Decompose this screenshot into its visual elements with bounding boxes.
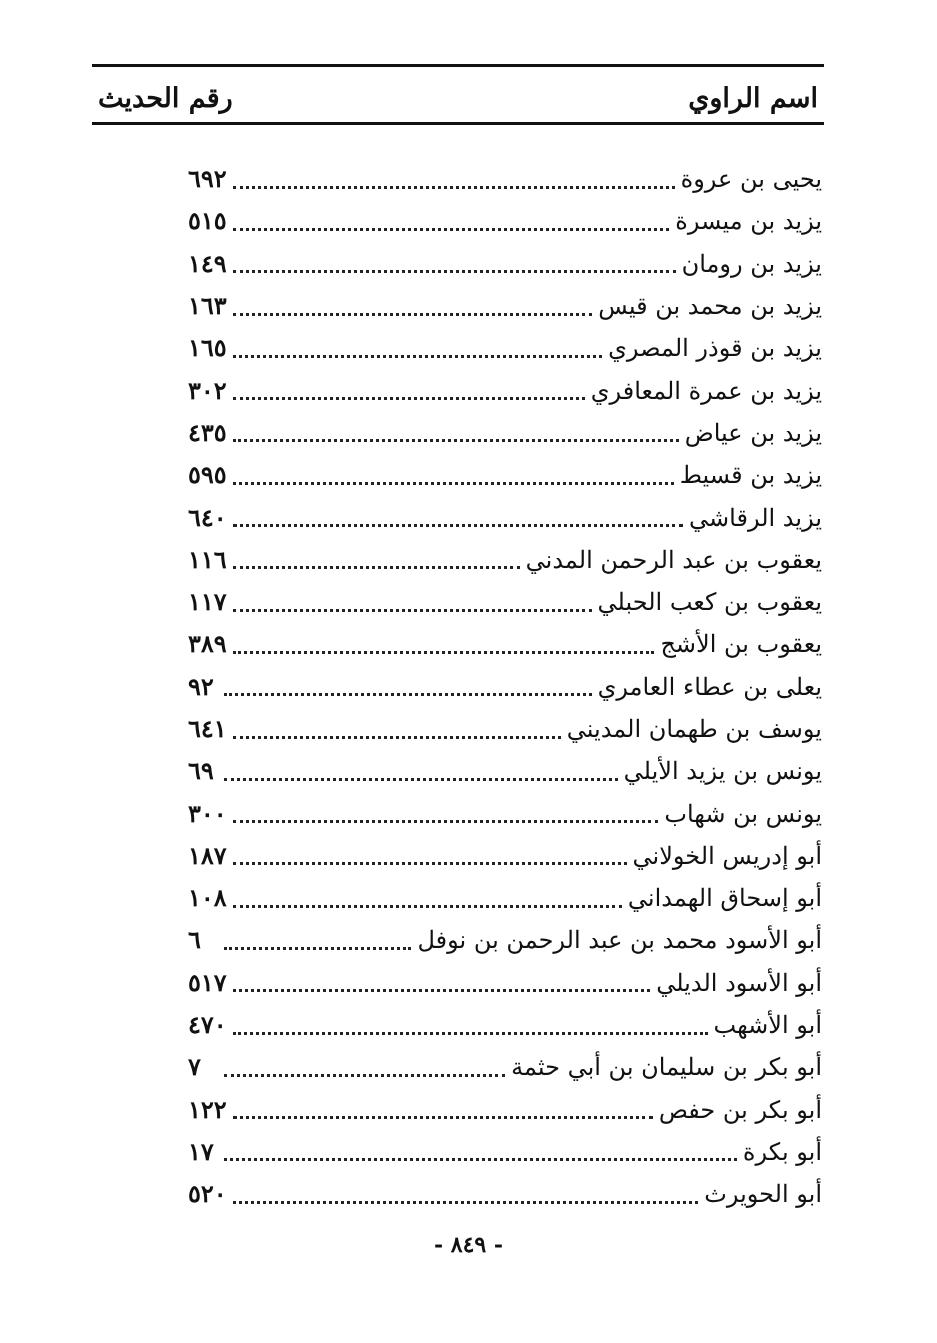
hadith-number: ٦٩ [188, 756, 214, 786]
hadith-number: ١١٧ [188, 587, 227, 617]
narrator-name: يزيد بن عياض [684, 418, 822, 447]
index-entry [188, 962, 822, 1004]
index-entry [188, 877, 822, 919]
dot-leader [233, 524, 683, 527]
header-top-rule [92, 64, 824, 67]
dot-leader [233, 186, 675, 189]
hadith-number: ١٨٧ [188, 840, 227, 870]
narrator-name: أبو إدريس الخولاني [632, 841, 822, 870]
narrator-name: يونس بن يزيد الأيلي [623, 757, 822, 786]
narrator-name: يعقوب بن عبد الرحمن المدني [525, 545, 822, 574]
dot-leader [233, 862, 627, 865]
index-entry [188, 1004, 822, 1046]
index-entry [188, 412, 822, 454]
index-entry [188, 708, 822, 750]
dot-leader [233, 397, 585, 400]
index-entry [188, 200, 822, 242]
dot-leader [224, 947, 411, 950]
index-entry [188, 1089, 822, 1131]
hadith-number: ٥٢٠ [188, 1179, 227, 1209]
hadith-number: ٤٧٠ [188, 1010, 227, 1040]
narrator-name: يعلى بن عطاء العامري [597, 672, 822, 701]
index-entry [188, 243, 822, 285]
narrator-name: أبو إسحاق الهمداني [627, 884, 822, 913]
dot-leader [233, 439, 679, 442]
narrator-name: يحيى بن عروة [680, 165, 822, 194]
narrator-name: أبو بكرة [742, 1137, 822, 1166]
narrator-name: يعقوب بن الأشج [660, 630, 822, 659]
dot-leader [233, 820, 659, 823]
index-entry [188, 1131, 822, 1173]
hadith-number: ٥١٧ [188, 967, 227, 997]
narrator-name: أبو بكر بن حفص [658, 1095, 822, 1124]
hadith-number-column-heading: رقم الحديث [98, 82, 233, 114]
dot-leader [224, 693, 592, 696]
dot-leader [224, 778, 618, 781]
hadith-number: ١٦٣ [188, 291, 227, 321]
narrator-name: يزيد بن رومان [681, 249, 822, 278]
index-entry [188, 369, 822, 411]
hadith-number: ٥٩٥ [188, 460, 227, 490]
dot-leader [233, 609, 592, 612]
narrator-name: يزيد بن ميسرة [675, 207, 822, 236]
narrator-name: يعقوب بن كعب الحبلي [597, 588, 822, 617]
index-entry [188, 327, 822, 369]
hadith-number: ٦٤١ [188, 714, 227, 743]
narrator-name: أبو الحويرث [704, 1180, 822, 1209]
hadith-number: ٦٤٠ [188, 502, 227, 532]
narrator-name: يوسف بن طهمان المديني [566, 715, 822, 743]
page-number: - ٨٤٩ - [433, 1232, 504, 1258]
hadith-number: ٤٣٥ [188, 417, 227, 447]
header-bottom-rule [92, 122, 824, 125]
index-entry [188, 666, 822, 708]
hadith-number: ١١٦ [188, 544, 227, 574]
dot-leader [233, 905, 622, 908]
dot-leader [233, 313, 593, 316]
hadith-number: ١٠٨ [188, 883, 227, 913]
index-entry [188, 158, 822, 200]
narrator-name: أبو بكر بن سليمان بن أبي حثمة [511, 1053, 822, 1082]
index-entry [188, 919, 822, 961]
hadith-number: ١٢٢ [188, 1094, 227, 1124]
index-entry [188, 835, 822, 877]
narrator-name: يزيد بن محمد بن قيس [598, 292, 822, 321]
dot-leader [233, 1201, 699, 1204]
dot-leader [233, 1116, 653, 1119]
index-entry [188, 1046, 822, 1088]
dot-leader [233, 482, 674, 485]
narrator-name: أبو الأشهب [713, 1011, 822, 1040]
index-entry [188, 539, 822, 581]
hadith-number: ٣٠٢ [188, 375, 227, 405]
dot-leader [233, 270, 676, 273]
dot-leader [233, 736, 561, 739]
narrator-index-list [188, 158, 822, 1215]
index-entry [188, 454, 822, 496]
narrator-column-heading: اسم الراوي [688, 82, 818, 114]
index-entry [188, 1173, 822, 1215]
dot-leader [224, 1074, 505, 1077]
narrator-name: يونس بن شهاب [664, 799, 822, 828]
dot-leader [233, 355, 602, 358]
dot-leader [224, 1158, 737, 1161]
dot-leader [233, 651, 655, 654]
narrator-name: يزيد الرقاشي [689, 503, 822, 532]
hadith-number: ٣٠٠ [188, 798, 227, 828]
table-header [92, 76, 824, 120]
dot-leader [233, 566, 520, 569]
hadith-number: ٥١٥ [188, 206, 227, 236]
index-entry [188, 623, 822, 665]
hadith-number: ٦٩٢ [188, 164, 227, 194]
index-entry [188, 285, 822, 327]
dot-leader [233, 989, 651, 992]
dot-leader [233, 1032, 708, 1035]
narrator-name: يزيد بن قوذر المصري [608, 334, 822, 363]
index-entry [188, 581, 822, 623]
hadith-number: ١٦٥ [188, 333, 227, 363]
hadith-number: ٦ [188, 925, 201, 955]
narrator-name: أبو الأسود الديلي [656, 968, 822, 997]
index-entry [188, 750, 822, 792]
hadith-number: ٩٢ [188, 671, 214, 701]
hadith-number: ١٧ [188, 1136, 214, 1166]
narrator-name: أبو الأسود محمد بن عبد الرحمن بن نوفل [417, 926, 822, 955]
hadith-number: ٧ [188, 1052, 201, 1082]
narrator-name: يزيد بن قسيط [679, 461, 822, 490]
hadith-number: ١٤٩ [188, 248, 227, 278]
narrator-name: يزيد بن عمرة المعافري [590, 376, 822, 405]
index-entry [188, 496, 822, 538]
hadith-number: ٣٨٩ [188, 629, 227, 659]
dot-leader [233, 228, 670, 231]
index-entry [188, 792, 822, 834]
